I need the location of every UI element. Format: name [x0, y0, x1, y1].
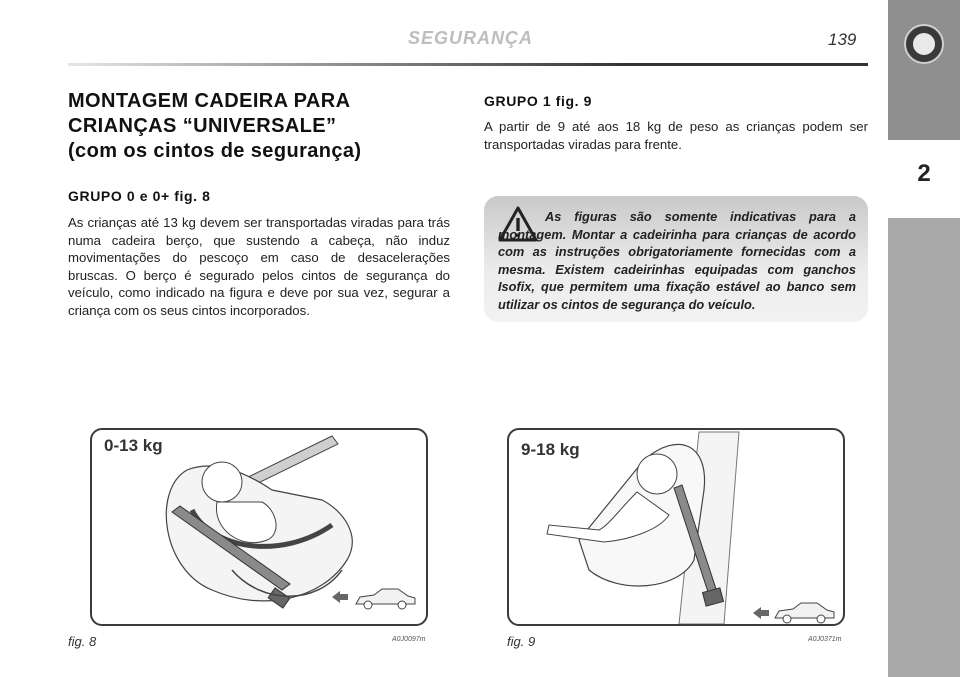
warning-text: As figuras são somente indicativas para a montagem. Montar a cadeirinha para crianças de acordo com as instruções obrigatoriamente fornecidas com a mesma. Existem cadeirinhas equipadas com ganchos Isofix, que permitem uma fixação estável ao banco sem utilizar os cintos de segurança do veículo. — [498, 209, 856, 312]
group-1-heading: GRUPO 1 fig. 9 — [484, 93, 592, 109]
title-line: MONTAGEM CADEIRA PARA — [68, 90, 351, 112]
figure-8-caption: fig. 8 — [68, 634, 97, 649]
child-seat-illustration — [509, 430, 843, 624]
title-line: (com os cintos de segurança) — [68, 140, 362, 162]
brand-logo-badge — [913, 33, 935, 55]
figure-9-code: A0J0371m — [808, 636, 842, 643]
chapter-number: 2 — [917, 160, 931, 187]
car-direction-icon — [352, 586, 418, 612]
title-line: CRIANÇAS “UNIVERSALE” — [68, 115, 337, 137]
figure-8-frame — [90, 428, 428, 626]
group-0-text: As crianças até 13 kg devem ser transportadas viradas para trás numa cadeira berço, que sustendo a cabeça, não induz movimentações do pescoço em caso de desacelerações bruscas. O berço é segurado pelos cintos de segurança do veículo, como indicado na figura e deve por sua vez, segurar a criança com os seus cintos incorporados. — [68, 215, 450, 318]
figure-9-caption: fig. 9 — [507, 634, 536, 649]
section-title: SEGURANÇA — [408, 28, 534, 48]
figure-9-frame — [507, 428, 845, 626]
car-direction-icon — [771, 600, 837, 626]
group-0-heading: GRUPO 0 e 0+ fig. 8 — [68, 188, 211, 204]
group-1-text: A partir de 9 até aos 18 kg de peso as crianças podem ser transportadas viradas para frente. — [484, 119, 868, 152]
sidebar-header — [888, 0, 960, 140]
direction-arrow-icon — [753, 606, 769, 618]
figure-8-code: A0J0097m — [392, 636, 426, 643]
page-number: 139 — [828, 30, 857, 49]
figure-8-weight: 0-13 kg — [104, 436, 163, 455]
page-title — [68, 89, 448, 164]
figure-9-weight: 9-18 kg — [521, 440, 580, 459]
header-rule — [68, 63, 868, 66]
direction-arrow-icon — [332, 590, 348, 602]
